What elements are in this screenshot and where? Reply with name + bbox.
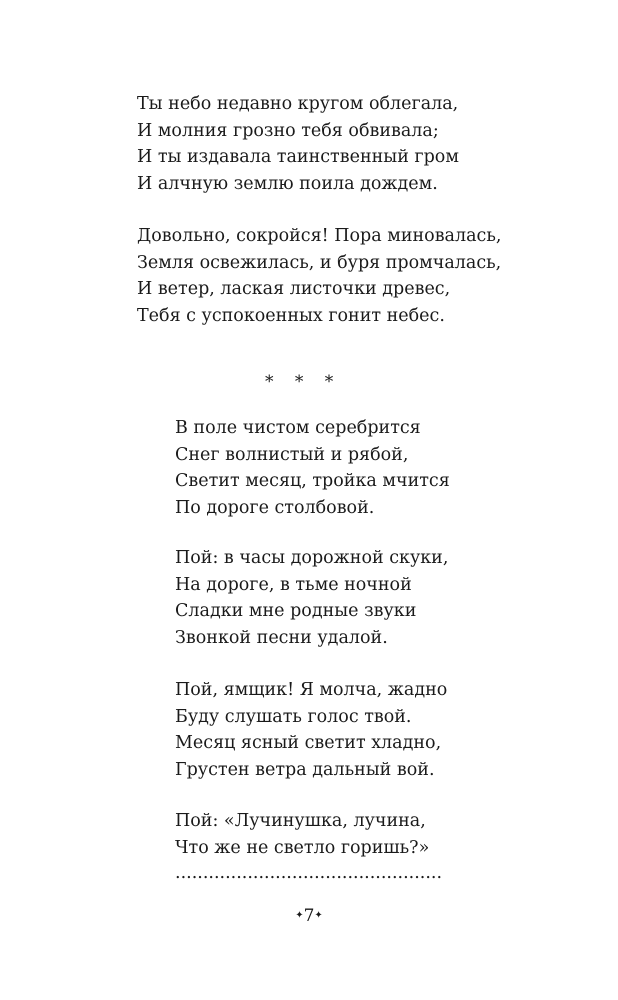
page-footer [0,906,618,926]
poem-line: Довольно, сокройся! Пора миновалась, [137,226,502,246]
poem2-stanza-2 [175,545,448,651]
poem-line: Светит месяц, тройка мчится [175,471,450,491]
poem1-stanza-1 [137,91,459,197]
poem-line: Пой: «Лучинушка, лучина, [175,811,426,831]
poem-line: Земля освежилась, и буря промчалась, [137,252,502,273]
poem-line: Пой: в часы дорожной скуки, [175,548,449,568]
poem-line: Ты небо недавно кругом облегала, [137,94,459,114]
poem-line: И молния грозно тебя обвивала; [137,120,439,141]
poem-line: И алчную землю поила дождем. [137,173,438,194]
poem-line: Месяц ясный светит хладно, [175,733,442,753]
poem-line: В поле чистом серебрится [175,418,421,438]
omission-dotted-line: ................................................ [175,863,443,883]
poem-line: И ты издавала таинственный гром [137,147,459,167]
poem-line: И ветер, лаская листочки древес, [137,279,451,299]
poem-line: Что же не светло горишь?» [175,837,430,858]
poem-line: Снег волнистый и рябой, [175,444,409,465]
poem-line: Звонкой песни удалой. [175,627,388,648]
poem2-stanza-1 [175,415,450,521]
diamond-ornament-icon: ✦ [314,910,323,921]
diamond-ornament-icon: ✦ [295,910,304,921]
poem-line: По дороге столбовой. [175,497,375,518]
poem2-stanza-4 [175,808,429,861]
poem1-stanza-2 [137,223,501,329]
poem2-stanza-3 [175,677,447,783]
poem-line: Тебя с успокоенных гонит небес. [137,305,445,326]
page-number: 7 [303,906,315,926]
poem-line: Сладки мне родные звуки [175,601,417,621]
poem-line: Грустен ветра дальный вой. [175,759,435,780]
poem-line: Пой, ямщик! Я молча, жадно [175,680,448,700]
poem-line: На дороге, в тьме ночной [175,574,412,595]
poem-line: Буду слушать голос твой. [175,706,412,727]
poem-divider-asterisks: * * * [265,372,342,392]
